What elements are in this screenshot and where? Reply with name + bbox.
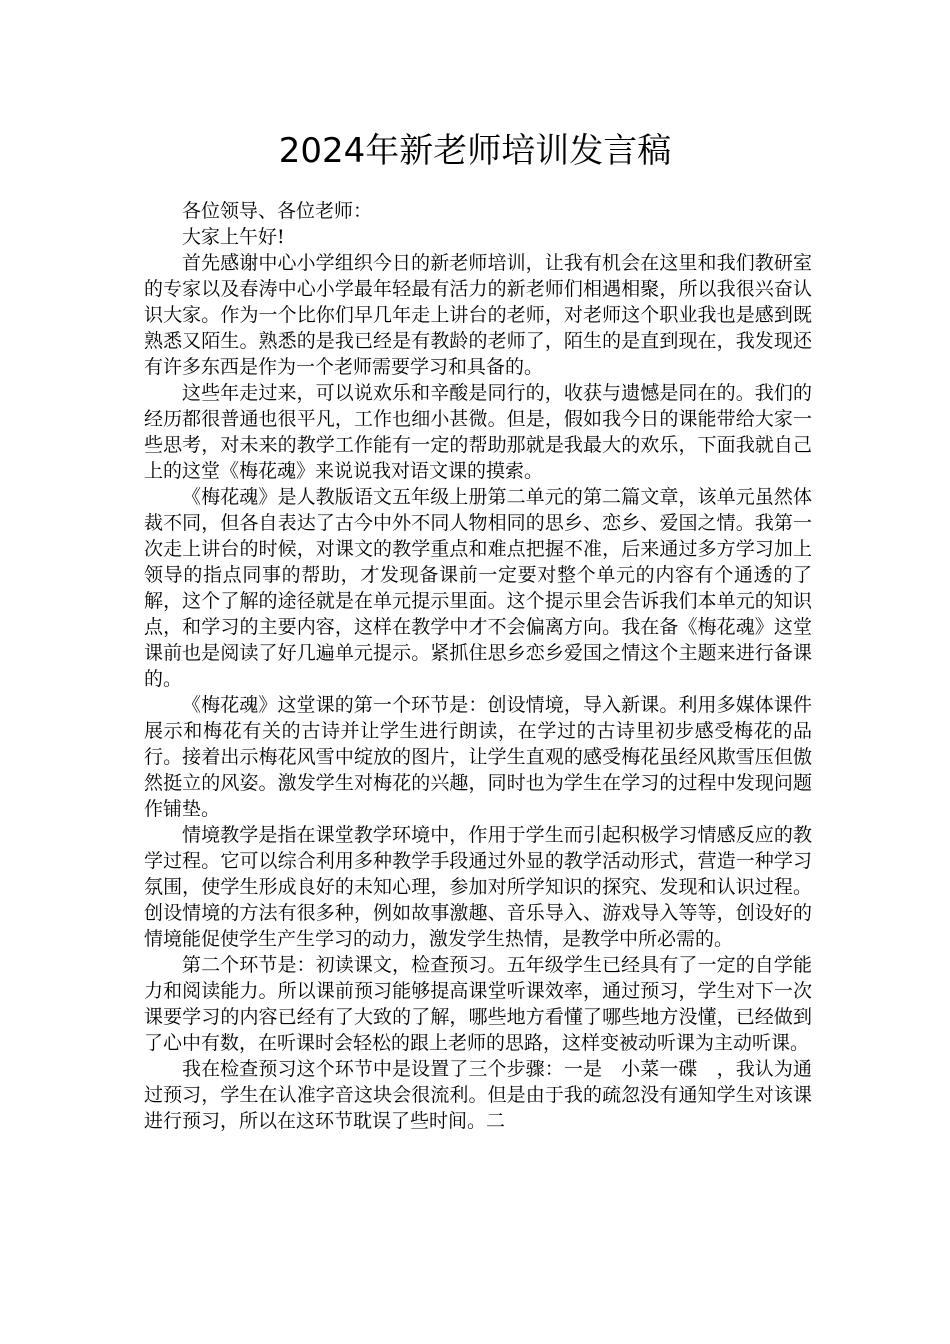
body-paragraph: 《梅花魂》是人教版语文五年级上册第二单元的第二篇文章，该单元虽然体裁不同，但各自表达了古今中外不同人物相同的思乡、恋乡、爱国之情。我第一次走上讲台的时候，对课文的教学重点和难点把握不准，后来通过多方学习加上领导的指点同事的帮助，才发现备课前一定要对整个单元的内容有个通透的了解，这个了解的途径就是在单元提示里面。这个提示里会告诉我们本单元的知识点，和学习的主要内容，这样在教学中才不会偏离方向。我在备《梅花魂》这堂课前也是阅读了好几遍单元提示。紧抓住思乡恋乡爱国之情这个主题来进行备课的。 — [144, 486, 812, 690]
body-paragraph: 首先感谢中心小学组织今日的新老师培训，让我有机会在这里和我们教研室的专家以及春涛中心小学最年轻最有活力的新老师们相遇相聚，所以我很兴奋认识大家。作为一个比你们早几年走上讲台的老师，对老师这个职业我也是感到既熟悉又陌生。熟悉的是我已经是有教龄的老师了，陌生的是直到现在，我发现还有许多东西是作为一个老师需要学习和具备的。 — [144, 252, 812, 378]
document-body — [144, 198, 812, 1134]
greeting-line: 各位领导、各位老师： — [182, 200, 373, 222]
body-paragraph: 我在检查预习这个环节中是设置了三个步骤：一是 小菜一碟 ，我认为通过预习，学生在认准字音这块会很流利。但是由于我的疏忽没有通知学生对该课进行预习，所以在这环节耽误了些时间。二 — [144, 1058, 812, 1132]
document-title: 2024年新老师培训发言稿 — [278, 131, 672, 171]
body-paragraph: 第二个环节是：初读课文，检查预习。五年级学生已经具有了一定的自学能力和阅读能力。所以课前预习能够提高课堂听课效率，通过预习，学生对下一次课要学习的内容已经有了大致的了解，哪些地方看懂了哪些地方没懂，已经做到了心中有数，在听课时会轻松的跟上老师的思路，这样变被动听课为主动听课。 — [144, 954, 812, 1054]
body-paragraph: 这些年走过来，可以说欢乐和辛酸是同行的，收获与遗憾是同在的。我们的经历都很普通也很平凡，工作也细小甚微。但是，假如我今日的课能带给大家一些思考，对未来的教学工作能有一定的帮助那就是我最大的欢乐，下面我就自己上的这堂《梅花魂》来说说我对语文课的摸索。 — [144, 382, 812, 482]
body-paragraph: 《梅花魂》这堂课的第一个环节是：创设情境，导入新课。利用多媒体课件展示和梅花有关的古诗并让学生进行朗读，在学过的古诗里初步感受梅花的品行。接着出示梅花风雪中绽放的图片，让学生直观的感受梅花虽经风欺雪压但傲然挺立的风姿。激发学生对梅花的兴趣，同时也为学生在学习的过程中发现问题作铺垫。 — [144, 694, 812, 820]
body-paragraph: 情境教学是指在课堂教学环境中，作用于学生而引起积极学习情感反应的教学过程。它可以综合利用多种教学手段通过外显的教学活动形式，营造一种学习氛围，使学生形成良好的未知心理，参加对所学知识的探究、发现和认识过程。创设情境的方法有很多种，例如故事激趣、音乐导入、游戏导入等等，创设好的情境能促使学生产生学习的动力，激发学生热情，是教学中所必需的。 — [144, 824, 812, 950]
salutation-line: 大家上午好! — [182, 226, 285, 248]
